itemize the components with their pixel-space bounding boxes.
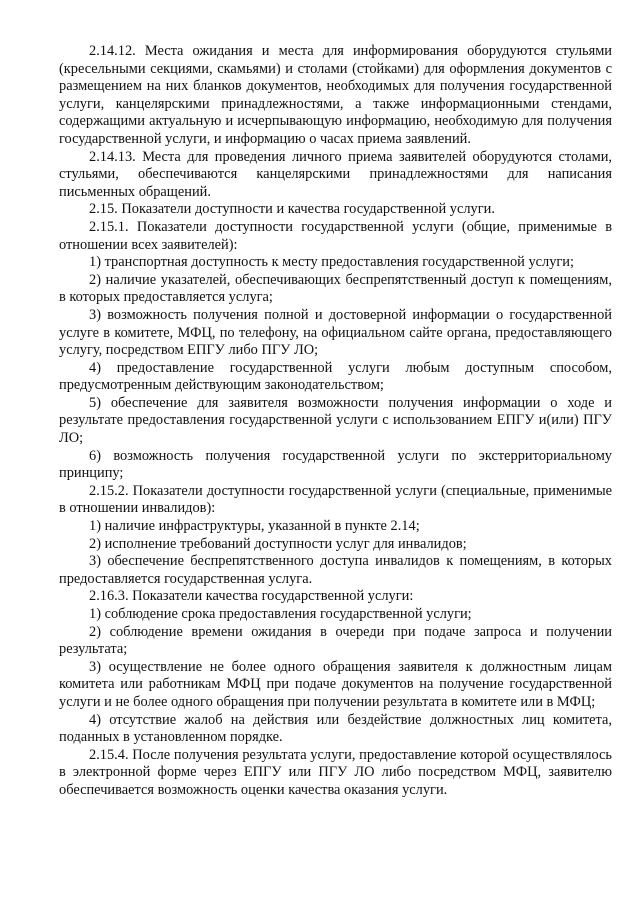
list-item: 2) наличие указателей, обеспечивающих беспрепятственный доступ к помещениям, в которых предоставляется услуга; xyxy=(59,271,612,306)
list-item: 3) возможность получения полной и достоверной информации о государственной услуге в комитете, МФЦ, по телефону, на официальном сайте органа, предоставляющего услугу, посредством ЕПГУ либо ПГУ ЛО; xyxy=(59,306,612,359)
document-page xyxy=(59,43,612,800)
list-item: 2) соблюдение времени ожидания в очереди при подаче запроса и получении результата; xyxy=(59,623,612,658)
list-item: 3) осуществление не более одного обращения заявителя к должностным лицам комитета или работникам МФЦ при подаче документов на получение государственной услуги и не более одного обращения при получении результата в комитете или в МФЦ; xyxy=(59,658,612,710)
list-item: 3) обеспечение беспрепятственного доступа инвалидов к помещениям, в которых предоставляется государственная услуга. xyxy=(59,553,612,587)
paragraph-2-14-12: 2.14.12. Места ожидания и места для информирования оборудуются стульями (кресельными секциями, скамьями) и столами (стойками) для оформления документов с размещением на них бланков документов, необходимых для получения государственной услуги, канцелярскими принадлежностями, а также информационными стендами, содержащими актуальную и исчерпывающую информацию, необходимую для получения государственной услуги, и информацию о часах приема заявлений. xyxy=(59,43,612,147)
list-item: 4) предоставление государственной услуги любым доступным способом, предусмотренным действующим законодательством; xyxy=(59,359,612,394)
paragraph-2-15-2: 2.15.2. Показатели доступности государственной услуги (специальные, применимые в отношении инвалидов): xyxy=(59,482,612,517)
list-item: 1) наличие инфраструктуры, указанной в пункте 2.14; xyxy=(89,518,420,535)
list-item: 1) соблюдение срока предоставления государственной услуги; xyxy=(89,606,472,622)
list-item: 4) отсутствие жалоб на действия или бездействие должностных лиц комитета, поданных в установленном порядке. xyxy=(59,711,612,746)
paragraph-2-14-13: 2.14.13. Места для проведения личного приема заявителей оборудуются столами, стульями, обеспечиваются канцелярскими принадлежностями для написания письменных обращений. xyxy=(59,148,612,200)
list-item: 5) обеспечение для заявителя возможности получения информации о ходе и результате предоставления государственной услуги с использованием ЕПГУ и(или) ПГУ ЛО; xyxy=(59,394,612,447)
paragraph-2-16-3: 2.16.3. Показатели качества государственной услуги: xyxy=(89,588,414,605)
paragraph-2-15-1: 2.15.1. Показатели доступности государственной услуги (общие, применимые в отношении всех заявителей): xyxy=(59,218,612,253)
list-item: 6) возможность получения государственной услуги по экстерриториальному принципу; xyxy=(59,447,612,482)
paragraph-2-15: 2.15. Показатели доступности и качества государственной услуги. xyxy=(89,201,495,218)
list-item: 2) исполнение требований доступности услуг для инвалидов; xyxy=(89,535,467,552)
list-item: 1) транспортная доступность к месту предоставления государственной услуги; xyxy=(89,254,575,271)
paragraph-2-15-4: 2.15.4. После получения результата услуги, предоставление которой осуществлялось в электронной форме через ЕПГУ или ПГУ ЛО либо посредством МФЦ, заявителю обеспечивается возможность оценки качества оказания услуги. xyxy=(59,746,612,798)
